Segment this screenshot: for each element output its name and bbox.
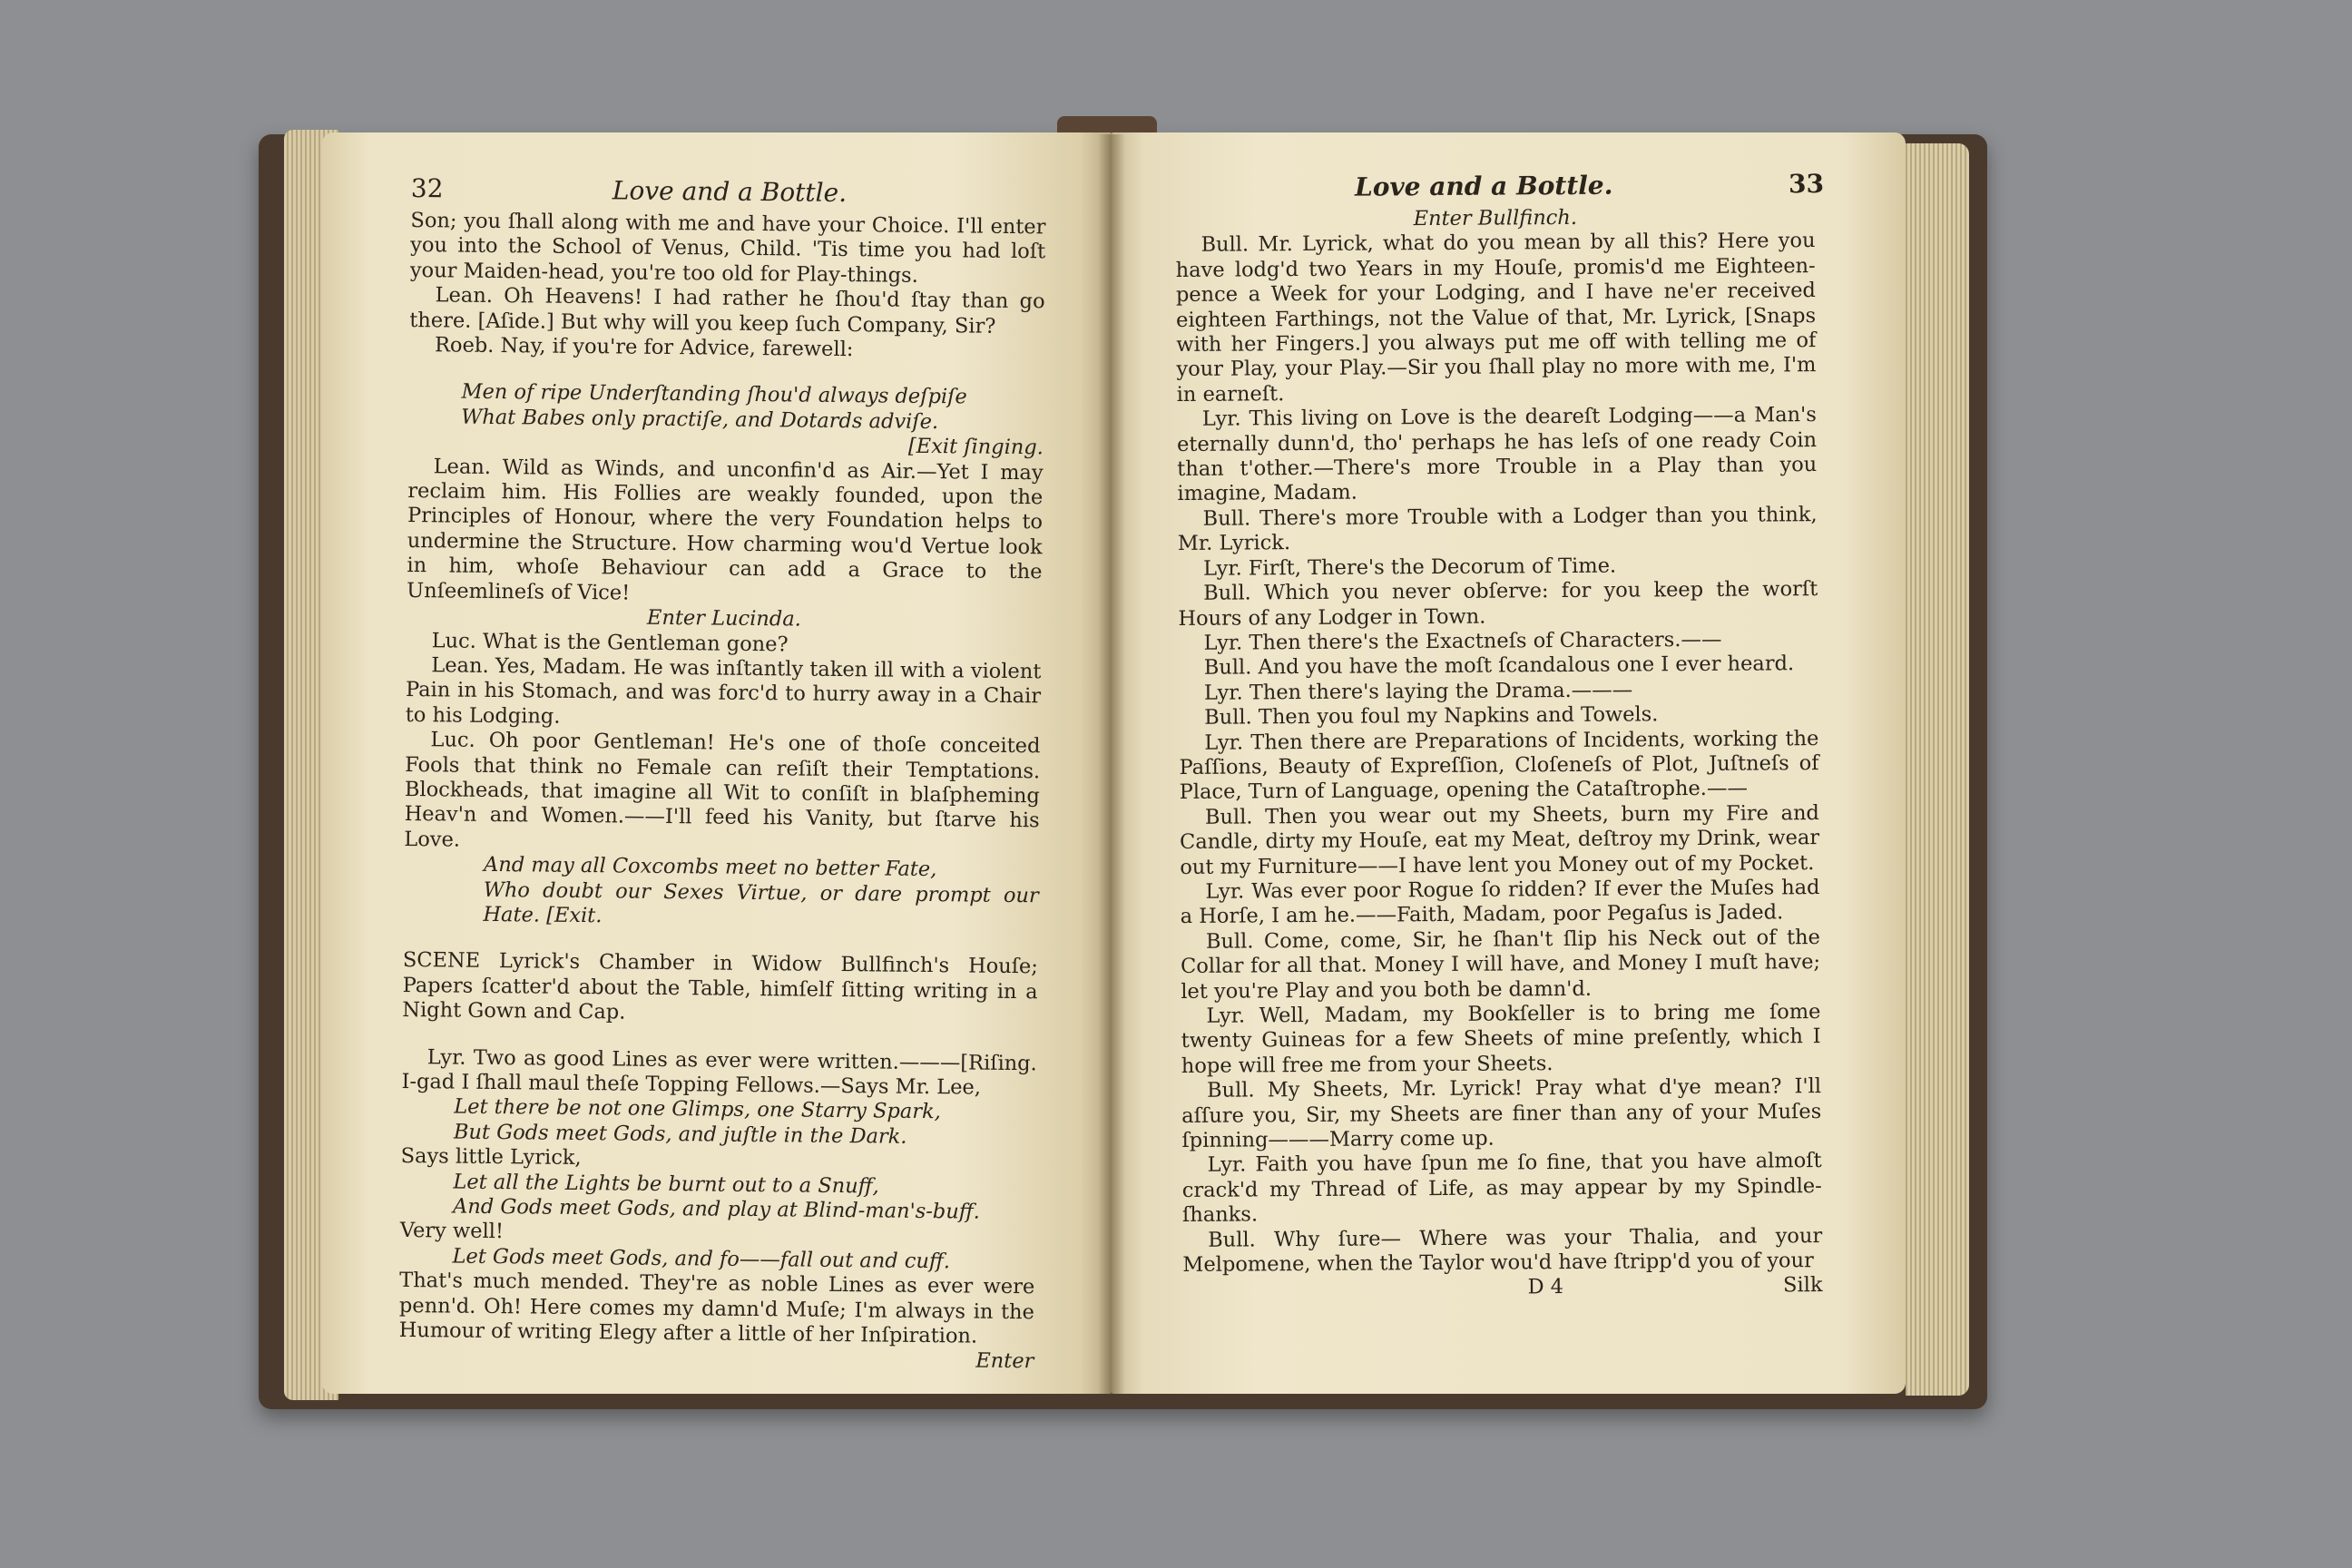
text-line: Bull. Why ſure— Where was your Thalia, and your Melpomene, when the Taylor wou'd have ſtripp'd you of your: [1182, 1223, 1823, 1278]
right-page-number: 33: [1788, 169, 1825, 200]
text-line: Lean. Oh Heavens! I had rather he ſhou'd ſtay than go there. [Aſide.] But why will you keep ſuch Company, Sir?: [409, 283, 1045, 338]
right-running-head: [1175, 169, 1825, 209]
text-line: Lyr. Two as good Lines as ever were written.———[Riſing. I-gad I ſhall maul theſe Topping Fellows.—Says Mr. Lee,: [401, 1044, 1037, 1100]
text-line: Lyr. Then there's laying the Drama.———: [1203, 678, 1633, 705]
text-line: And Gods meet Gods, and play at Blind-man's-buff.: [452, 1194, 980, 1224]
text-line: Bull. Which you never obſerve: for you keep the worſt Hours of any Lodger in Town.: [1178, 577, 1818, 631]
text-line: Lyr. Was ever poor Rogue ſo ridden? If ever the Muſes had a Horſe, I am he.——Faith, Madam, poor Pegaſus is Jaded.: [1180, 876, 1820, 929]
right-page: [1112, 132, 1906, 1394]
left-page-foot: [398, 1343, 1034, 1377]
text-line: That's much mended. They're as noble Lines as ever were penn'd. Oh! Here comes my damn'd Muſe; I'm always in the Humour of writing Elegy after a little of her Inſpiration.: [398, 1269, 1035, 1348]
text-line: Bull. Then you wear out my Sheets, burn my Fire and Candle, dirty my Houſe, eat my Meat, deſtroy my Drink, wear out my Furniture——I have lent you Money out of my Pocket.: [1180, 800, 1820, 879]
text-line: Enter Lucinda.: [646, 605, 801, 632]
right-catchword: Silk: [1783, 1273, 1823, 1298]
text-line: What Babes only practiſe, and Dotards adviſe.: [461, 405, 939, 434]
text-line: Lyr. Firſt, There's the Decorum of Time.: [1202, 554, 1617, 581]
text-line: Bull. Mr. Lyrick, what do you mean by all this? Here you have lodg'd two Years in my Houſe, promis'd me Eighteen-pence a Week for your Lodging, and I have ne'er received eighteen Farthings, not the Value of that, Mr. Lyrick, [Snaps with her Fingers.] you always put me off with telling me of your Play, your Play.—Sir you ſhall play no more with me, I'm in earneſt.: [1175, 229, 1817, 407]
text-line: Says little Lyrick,: [400, 1144, 582, 1171]
text-line: Let there be not one Glimps, one Starry Spark,: [454, 1094, 941, 1124]
open-book: [259, 116, 1987, 1423]
text-line: [Exit ſinging.: [907, 435, 1044, 460]
right-running-title: Love and a Bottle.: [1354, 170, 1613, 202]
text-line: But Gods meet Gods, and juſtle in the Dark.: [453, 1120, 907, 1149]
text-line: Let Gods meet Gods, and fo——fall out and cuff.: [452, 1244, 951, 1274]
right-page-body: [1175, 204, 1822, 1278]
text-line: Bull. Come, come, Sir, he ſhan't ſlip his Neck out of the Collar for all that. Money I will have, and Money I muſt have; let you're Play and you both be damn'd.: [1180, 925, 1821, 1004]
text-line: Lyr. Then there are Preparations of Incidents, working the Paſſions, Beauty of Expreſſion, Cloſeneſs of Plot, Juſtneſs of Place, Turn of Language, opening the Cataſtrophe.——: [1179, 726, 1819, 805]
left-page: [322, 132, 1112, 1394]
text-line: Enter Bullfinch.: [1413, 205, 1578, 231]
left-page-text: [398, 173, 1046, 1377]
text-line: SCENE Lyrick's Chamber in Widow Bullfinch's Houſe; Papers ſcatter'd about the Table, himſelf ſitting writing in a Night Gown and Cap.: [402, 948, 1039, 1024]
page-edges-right: [1906, 143, 1969, 1396]
text-line: Men of ripe Underſtanding ſhou'd always deſpiſe: [461, 380, 967, 409]
text-line: Bull. My Sheets, Mr. Lyrick! Pray what d'ye mean? I'll aſſure you, Sir, my Sheets are finer than any of your Muſes ſpinning———Marry come up.: [1181, 1074, 1822, 1153]
text-line: Lean. Yes, Madam. He was inſtantly taken ill with a violent Pain in his Stomach, and was forc'd to hurry away in a Chair to his Lodging.: [405, 653, 1042, 729]
text-line: Lean. Wild as Winds, and unconfin'd as Air.—Yet I may reclaim him. His Follies are weakly founded, upon the Principles of Honour, where the very Foundation helps to undermine the Structure. How charming wou'd Vertue look in him, whoſe Behaviour can add a Grace to the Unſeemlineſs of Vice!: [407, 454, 1044, 605]
text-line: Roeb. Nay, if you're for Advice, farewell:: [434, 333, 854, 362]
text-line: Luc. What is the Gentleman gone?: [431, 628, 789, 656]
text-line: Lyr. Faith you have ſpun me ſo fine, that you have almoſt crack'd my Thread of Life, as may appear by my Spindle-ſhanks.: [1181, 1149, 1822, 1228]
text-line: Lyr. This living on Love is the deareſt Lodging——a Man's eternally dunn'd, tho' perhaps he has leſs of one ready Coin than t'other.—There's more Trouble in a Play than you imagine, Madam.: [1176, 403, 1818, 506]
text-line: Luc. Oh poor Gentleman! He's one of thoſe conceited Fools that think no Female can reſiſt their Temptations. Blockheads, that imagine all Wit to conſiſt in blaſpheming Heav'n and Women.——I'll feed his Vanity, but ſtarve his Love.: [404, 728, 1041, 852]
text-line: Lyr. Well, Madam, my Bookſeller is to bring me ſome twenty Guineas for a few Sheets of mine preſently, which I hope will free me from your Sheets.: [1181, 1000, 1821, 1078]
right-signature-mark: D 4: [1527, 1275, 1564, 1299]
text-line: Who doubt our Sexes Virtue, or dare prompt our Hate. [Exit.: [483, 877, 1039, 928]
text-line: Son; you ſhall along with me and have your Choice. I'll enter you into the School of Venus, Child. 'Tis time you had loſt your Maiden-head, you're too old for Play-things.: [409, 208, 1046, 288]
left-running-title: Love and a Bottle.: [612, 175, 848, 209]
text-line: Lyr. Then there's the Exactneſs of Characters.——: [1203, 627, 1722, 655]
left-running-head: [410, 173, 1046, 215]
text-line: Let all the Lights be burnt out to a Snuff,: [453, 1170, 879, 1199]
text-line: Bull. Then you foul my Napkins and Towels.: [1204, 702, 1659, 730]
left-catchword: Enter: [975, 1349, 1034, 1374]
text-line: Very well!: [399, 1219, 505, 1244]
text-line: Bull. There's more Trouble with a Lodger than you think, Mr. Lyrick.: [1177, 502, 1818, 556]
text-line: Bull. And you have the moſt ſcandalous one I ever heard.: [1203, 652, 1795, 681]
left-page-number: 32: [410, 173, 444, 204]
right-page-foot: [1182, 1274, 1822, 1306]
left-page-body: [399, 209, 1046, 1350]
right-page-text: [1175, 169, 1825, 1305]
text-line: And may all Coxcombs meet no better Fate,: [483, 853, 937, 882]
book-gutter: [1098, 134, 1125, 1394]
